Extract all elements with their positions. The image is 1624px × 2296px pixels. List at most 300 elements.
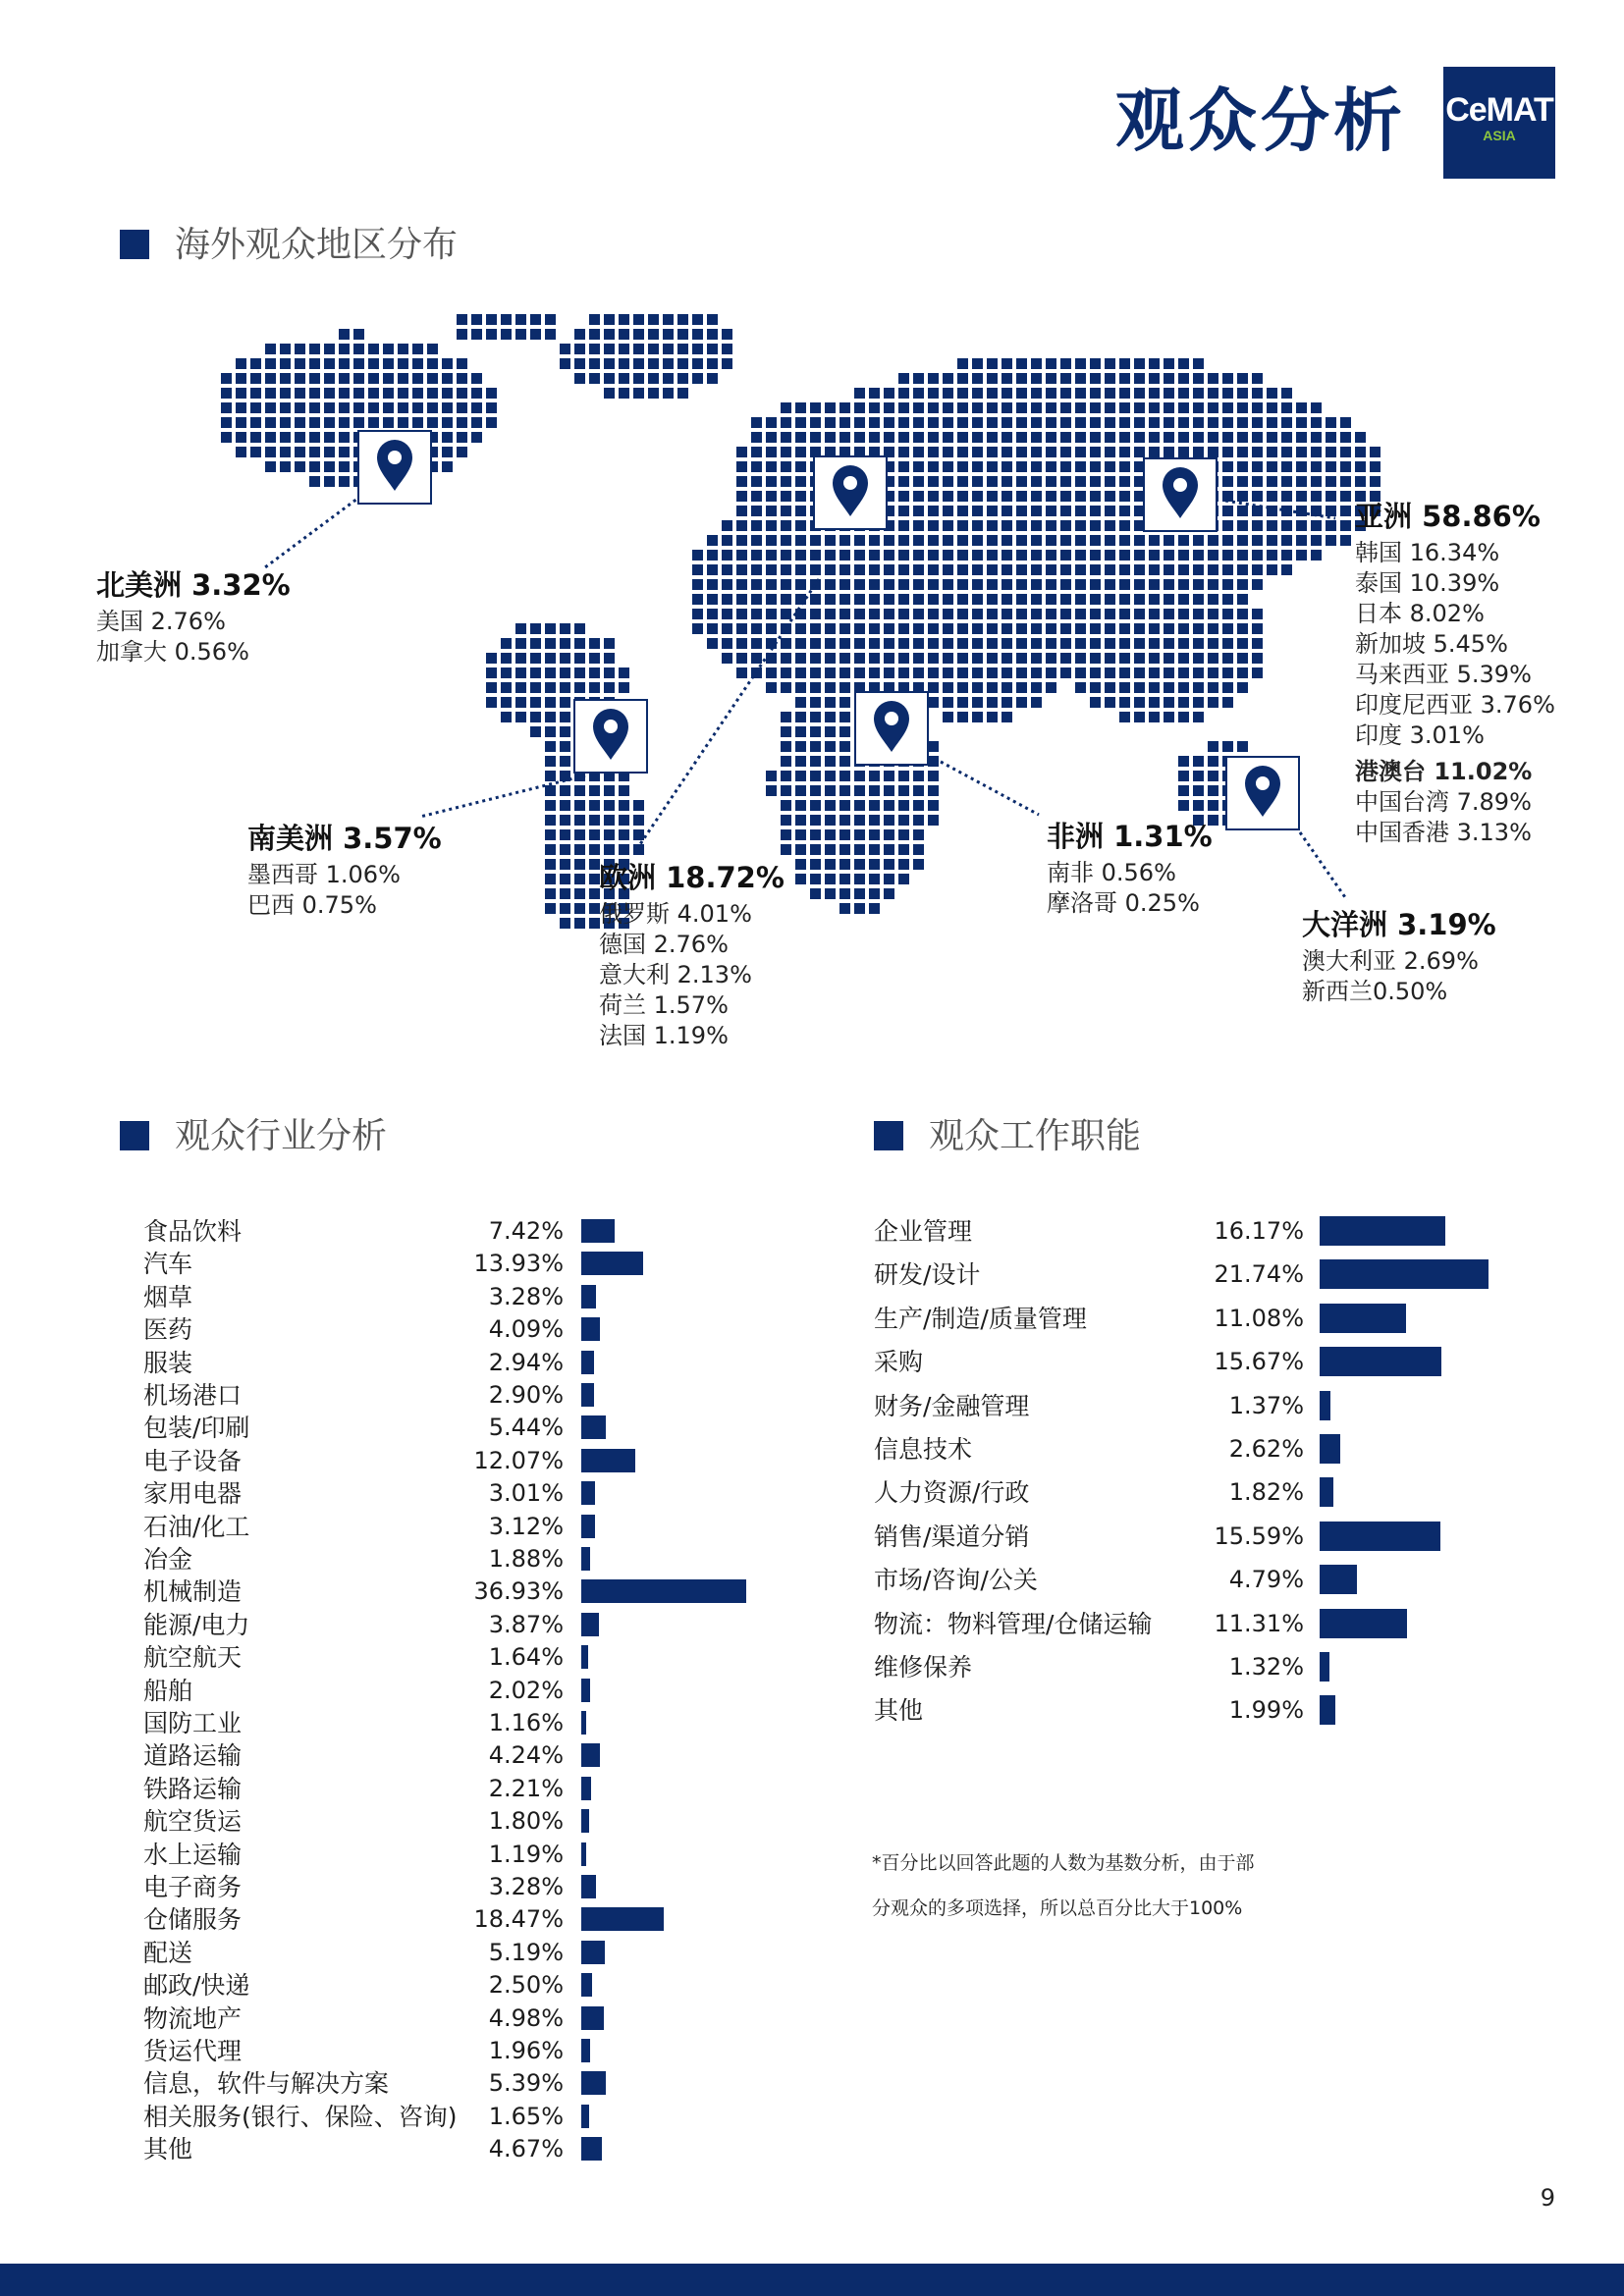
map-dot	[295, 447, 305, 457]
bar-value-label: 2.21%	[488, 1774, 564, 1802]
map-dot	[486, 314, 497, 325]
map-dot	[928, 550, 939, 561]
map-dot	[427, 344, 438, 354]
map-dot	[1001, 491, 1012, 502]
map-dot	[1016, 491, 1027, 502]
map-dot	[1075, 550, 1086, 561]
map-dot	[854, 623, 865, 634]
bar	[581, 1645, 588, 1669]
map-dot	[1119, 667, 1130, 678]
map-dot	[854, 417, 865, 428]
map-dot	[1193, 373, 1204, 384]
bar-row	[874, 1651, 1600, 1683]
map-dot	[560, 903, 570, 914]
map-dot	[1016, 476, 1027, 487]
map-dot	[736, 564, 747, 575]
bar-value-label: 3.28%	[488, 1282, 564, 1310]
map-dot	[560, 667, 570, 678]
map-dot	[457, 388, 467, 399]
bar-value-label: 3.28%	[488, 1873, 564, 1900]
map-dot	[1237, 402, 1248, 413]
map-dot	[1252, 535, 1263, 546]
map-dot	[957, 667, 968, 678]
map-dot	[1031, 623, 1042, 634]
bar-value-label: 1.80%	[488, 1807, 564, 1836]
map-dot	[839, 874, 850, 884]
map-dot	[324, 432, 335, 443]
map-dot	[1340, 476, 1351, 487]
bar-value-label: 11.08%	[1214, 1304, 1304, 1332]
map-dot	[957, 461, 968, 472]
footnote-line: *百分比以回答此题的人数为基数分析，由于部	[872, 1852, 1255, 1874]
map-dot	[1105, 697, 1115, 708]
map-dot	[677, 344, 688, 354]
bar-category-label: 汽车	[143, 1250, 193, 1279]
map-dot	[1046, 653, 1056, 664]
bar	[581, 1383, 594, 1407]
map-dot	[1075, 417, 1086, 428]
bar-row	[143, 1347, 772, 1379]
map-dot	[265, 447, 276, 457]
map-dot	[839, 682, 850, 693]
map-dot	[560, 756, 570, 767]
map-dot	[736, 579, 747, 590]
map-dot	[839, 829, 850, 840]
bar-value-label: 2.62%	[1228, 1435, 1304, 1463]
map-dot	[619, 314, 629, 325]
map-dot	[928, 461, 939, 472]
bar-category-label: 信息，软件与解决方案	[143, 2069, 390, 2099]
map-dot	[353, 344, 364, 354]
map-dot	[1031, 535, 1042, 546]
map-dot	[427, 373, 438, 384]
map-dot	[781, 579, 791, 590]
bar-row	[143, 1511, 772, 1543]
map-dot	[854, 402, 865, 413]
bar-value-label: 1.96%	[488, 2037, 564, 2064]
map-dot	[751, 461, 762, 472]
map-dot	[1031, 697, 1042, 708]
map-dot	[1193, 388, 1204, 399]
map-dot	[648, 358, 659, 369]
bar-category-label: 船舶	[143, 1676, 193, 1705]
map-dot	[810, 667, 821, 678]
map-dot	[1326, 476, 1336, 487]
map-dot	[1134, 697, 1145, 708]
map-dot	[457, 373, 467, 384]
map-dot	[560, 918, 570, 929]
map-dot	[854, 564, 865, 575]
map-dot	[236, 417, 246, 428]
map-dot	[987, 594, 998, 605]
map-dot	[825, 859, 836, 870]
map-dot	[339, 432, 350, 443]
map-dot	[250, 402, 261, 413]
map-dot	[825, 888, 836, 899]
map-dot	[677, 358, 688, 369]
bar-row	[143, 1609, 772, 1641]
map-dot	[898, 771, 909, 781]
bar-value-label: 11.31%	[1214, 1609, 1304, 1637]
bar	[581, 1547, 590, 1571]
map-dot	[943, 682, 953, 693]
map-dot	[236, 373, 246, 384]
map-dot	[1149, 609, 1160, 619]
map-dot	[1031, 476, 1042, 487]
map-dot	[943, 447, 953, 457]
map-dot	[1208, 623, 1218, 634]
map-dot	[913, 594, 924, 605]
map-dot	[442, 358, 453, 369]
map-dot	[1075, 535, 1086, 546]
bar-category-label: 物流：物料管理/仓储运输	[874, 1609, 1153, 1638]
map-dot	[781, 653, 791, 664]
map-dot	[839, 402, 850, 413]
map-dot	[604, 682, 615, 693]
map-dot	[574, 344, 585, 354]
map-dot	[795, 402, 806, 413]
map-dot	[987, 535, 998, 546]
map-dot	[560, 358, 570, 369]
map-dot	[1237, 535, 1248, 546]
map-dot	[884, 417, 894, 428]
map-dot	[766, 609, 777, 619]
map-dot	[560, 697, 570, 708]
map-dot	[589, 373, 600, 384]
map-dot	[398, 373, 408, 384]
map-dot	[442, 388, 453, 399]
map-dot	[368, 358, 379, 369]
map-dot	[574, 859, 585, 870]
bar-category-label: 家用电器	[143, 1479, 243, 1509]
map-dot	[1370, 476, 1380, 487]
map-dot	[884, 579, 894, 590]
map-dot	[987, 697, 998, 708]
bar-value-label: 12.07%	[473, 1446, 564, 1474]
map-dot	[957, 550, 968, 561]
map-dot	[1031, 594, 1042, 605]
bar-value-label: 1.37%	[1228, 1391, 1304, 1419]
region-item: 摩洛哥 0.25%	[1047, 889, 1200, 917]
map-dot	[1119, 653, 1130, 664]
bar	[581, 1679, 590, 1702]
map-dot	[913, 638, 924, 649]
map-dot	[633, 388, 644, 399]
map-dot	[545, 697, 556, 708]
map-dot	[707, 550, 718, 561]
map-dot	[839, 594, 850, 605]
map-dot	[1237, 447, 1248, 457]
map-dot	[1193, 402, 1204, 413]
map-dot	[1001, 373, 1012, 384]
bar-row	[143, 2035, 772, 2067]
map-dot	[530, 329, 541, 340]
map-dot	[766, 623, 777, 634]
map-dot	[766, 682, 777, 693]
map-dot	[545, 712, 556, 722]
bar	[581, 1317, 600, 1341]
map-dot	[1031, 638, 1042, 649]
map-dot	[781, 756, 791, 767]
map-dot	[1001, 609, 1012, 619]
map-dot	[972, 682, 983, 693]
bar-category-label: 烟草	[143, 1282, 193, 1311]
map-dot	[898, 800, 909, 811]
map-dot	[839, 756, 850, 767]
map-dot	[1016, 653, 1027, 664]
map-dot	[869, 829, 880, 840]
map-dot	[1090, 697, 1101, 708]
map-dot	[1090, 594, 1101, 605]
map-dot	[1119, 461, 1130, 472]
map-dot	[722, 550, 732, 561]
map-dot	[574, 903, 585, 914]
map-dot	[530, 697, 541, 708]
map-dot	[1046, 447, 1056, 457]
map-dot	[309, 388, 320, 399]
map-dot	[574, 829, 585, 840]
map-dot	[1075, 476, 1086, 487]
bar	[581, 1285, 596, 1308]
map-dot	[1046, 682, 1056, 693]
map-dot	[766, 417, 777, 428]
map-dot	[839, 667, 850, 678]
map-dot	[1208, 447, 1218, 457]
bar	[581, 1907, 664, 1931]
map-dot	[972, 461, 983, 472]
bar-category-label: 相关服务(银行、保险、咨询)	[143, 2102, 458, 2131]
map-dot	[1149, 594, 1160, 605]
map-dot	[1164, 594, 1174, 605]
map-dot	[884, 844, 894, 855]
bar-value-label: 1.82%	[1228, 1478, 1304, 1507]
map-dot	[781, 535, 791, 546]
map-dot	[589, 653, 600, 664]
map-dot	[1237, 520, 1248, 531]
map-dot	[1178, 594, 1189, 605]
map-dot	[913, 476, 924, 487]
map-dot	[1105, 417, 1115, 428]
map-dot	[1031, 461, 1042, 472]
map-dot	[810, 623, 821, 634]
map-dot	[1237, 564, 1248, 575]
map-dot	[1016, 388, 1027, 399]
map-dot	[1134, 667, 1145, 678]
map-dot	[1134, 682, 1145, 693]
map-dot	[545, 815, 556, 826]
map-dot	[1164, 653, 1174, 664]
map-dot	[884, 859, 894, 870]
map-dot	[1075, 623, 1086, 634]
map-dot	[869, 859, 880, 870]
map-dot	[972, 506, 983, 516]
map-dot	[545, 756, 556, 767]
map-dot	[412, 417, 423, 428]
bar-category-label: 食品饮料	[143, 1217, 243, 1246]
map-dot	[1296, 506, 1307, 516]
map-dot	[781, 564, 791, 575]
map-dot	[1134, 373, 1145, 384]
regions-section-heading	[120, 224, 458, 267]
map-dot	[368, 373, 379, 384]
map-dot	[368, 402, 379, 413]
map-dot	[898, 594, 909, 605]
map-dot	[972, 476, 983, 487]
map-dot	[221, 388, 232, 399]
map-dot	[1267, 461, 1277, 472]
region-name: 亚洲 58.86%	[1355, 500, 1541, 533]
map-dot	[781, 815, 791, 826]
map-dot	[353, 417, 364, 428]
map-dot	[781, 771, 791, 781]
map-dot	[1326, 491, 1336, 502]
bar-row	[143, 1903, 772, 1936]
map-dot	[972, 579, 983, 590]
map-dot	[839, 697, 850, 708]
map-dot	[928, 520, 939, 531]
region-asia	[1355, 497, 1555, 848]
map-dot	[1046, 550, 1056, 561]
map-dot	[1016, 535, 1027, 546]
map-dot	[928, 785, 939, 796]
bar	[1320, 1216, 1445, 1246]
map-dot	[987, 623, 998, 634]
map-dot	[1001, 432, 1012, 443]
map-dot	[486, 388, 497, 399]
map-dot	[1031, 491, 1042, 502]
map-dot	[1046, 491, 1056, 502]
map-dot	[604, 815, 615, 826]
map-dot	[486, 329, 497, 340]
map-dot	[1340, 417, 1351, 428]
map-dot	[1149, 653, 1160, 664]
map-dot	[1208, 535, 1218, 546]
map-dot	[1060, 373, 1071, 384]
region-item: 中国台湾 7.89%	[1355, 788, 1532, 816]
location-pin-icon	[1144, 458, 1217, 531]
map-dot	[869, 903, 880, 914]
map-dot	[1208, 697, 1218, 708]
map-dot	[913, 550, 924, 561]
map-dot	[1119, 491, 1130, 502]
map-dot	[1001, 550, 1012, 561]
bar-row	[874, 1476, 1600, 1509]
map-dot	[1149, 564, 1160, 575]
map-dot	[604, 829, 615, 840]
map-dot	[633, 329, 644, 340]
map-dot	[795, 874, 806, 884]
map-dot	[515, 638, 526, 649]
map-dot	[574, 667, 585, 678]
map-dot	[751, 564, 762, 575]
map-dot	[913, 771, 924, 781]
map-dot	[309, 447, 320, 457]
map-dot	[633, 358, 644, 369]
map-dot	[884, 638, 894, 649]
map-dot	[1001, 388, 1012, 399]
map-dot	[839, 609, 850, 619]
region-africa	[1047, 817, 1213, 919]
bar-category-label: 石油/化工	[143, 1512, 250, 1541]
map-dot	[1222, 594, 1233, 605]
map-dot	[1090, 535, 1101, 546]
map-dot	[1178, 417, 1189, 428]
map-dot	[1134, 579, 1145, 590]
map-dot	[530, 653, 541, 664]
map-dot	[295, 432, 305, 443]
map-dot	[854, 771, 865, 781]
region-europe	[599, 858, 785, 1051]
map-dot	[884, 888, 894, 899]
map-dot	[1296, 402, 1307, 413]
map-dot	[795, 682, 806, 693]
map-dot	[854, 579, 865, 590]
map-dot	[1311, 417, 1322, 428]
location-pin-icon	[814, 456, 887, 529]
bar-row	[143, 1675, 772, 1707]
map-dot	[1090, 432, 1101, 443]
map-dot	[1075, 594, 1086, 605]
map-dot	[1311, 432, 1322, 443]
bar-category-label: 医药	[143, 1315, 193, 1345]
map-dot	[1016, 682, 1027, 693]
map-dot	[1281, 402, 1292, 413]
map-dot	[795, 506, 806, 516]
map-dot	[1060, 461, 1071, 472]
map-dot	[1090, 358, 1101, 369]
map-dot	[810, 771, 821, 781]
map-dot	[1208, 756, 1218, 767]
map-dot	[1119, 402, 1130, 413]
map-dot	[810, 402, 821, 413]
bar-value-label: 5.39%	[488, 2069, 564, 2098]
bar	[581, 1809, 589, 1833]
region-item: 荷兰 1.57%	[599, 991, 729, 1019]
map-dot	[412, 388, 423, 399]
map-dot	[515, 623, 526, 634]
region-name: 欧洲 18.72%	[599, 861, 785, 894]
map-dot	[515, 667, 526, 678]
bar	[581, 1515, 595, 1538]
map-dot	[943, 697, 953, 708]
map-dot	[928, 506, 939, 516]
map-dot	[1060, 432, 1071, 443]
map-dot	[1119, 373, 1130, 384]
map-dot	[1060, 358, 1071, 369]
map-dot	[1075, 609, 1086, 619]
map-dot	[353, 373, 364, 384]
map-dot	[1119, 594, 1130, 605]
map-dot	[1222, 638, 1233, 649]
map-dot	[928, 653, 939, 664]
map-dot	[1237, 417, 1248, 428]
map-dot	[957, 697, 968, 708]
map-dot	[839, 623, 850, 634]
map-dot	[457, 417, 467, 428]
map-dot	[368, 388, 379, 399]
location-pin-icon	[358, 431, 431, 504]
map-dot	[1281, 461, 1292, 472]
map-dot	[1296, 476, 1307, 487]
map-dot	[1090, 520, 1101, 531]
map-dot	[825, 682, 836, 693]
map-dot	[677, 329, 688, 340]
map-dot	[530, 623, 541, 634]
map-dot	[648, 344, 659, 354]
map-dot	[795, 623, 806, 634]
map-dot	[1222, 506, 1233, 516]
map-dot	[309, 373, 320, 384]
